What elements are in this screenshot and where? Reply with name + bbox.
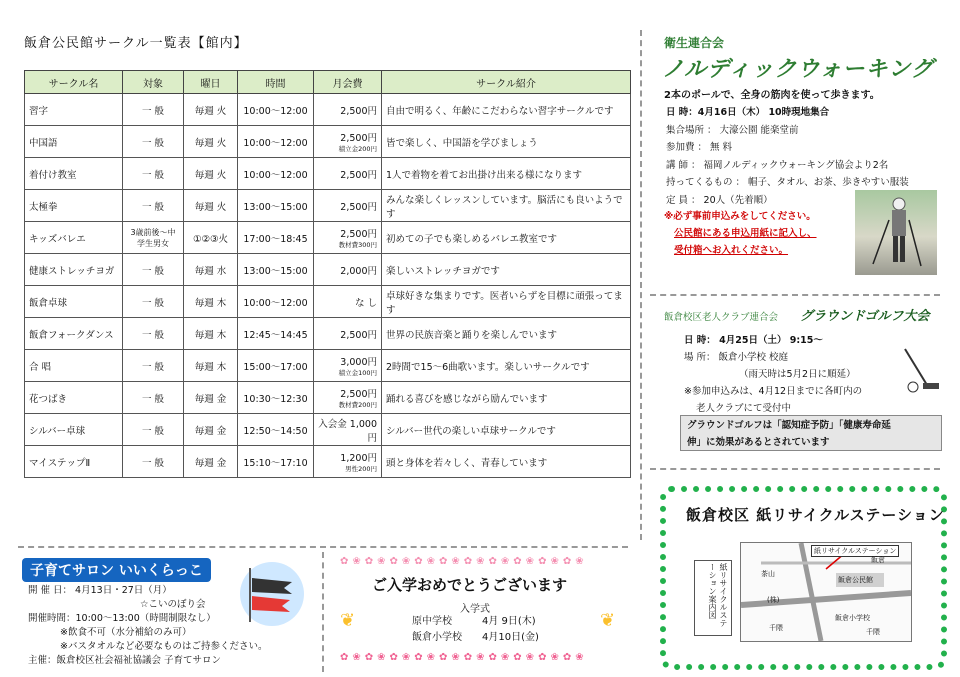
- circle-intro: [382, 254, 631, 286]
- map-label: 千隈: [866, 628, 880, 636]
- entrance-title: ご入学おめでとうございます: [372, 576, 568, 594]
- circle-target-text: 一 般: [141, 425, 165, 437]
- circle-fee: [314, 94, 382, 126]
- circle-intro-text: 皆で楽しく、中国語を学びましょう: [386, 137, 538, 149]
- circle-time-text: 12:50～14:50: [243, 425, 308, 437]
- circle-intro-text: みんな楽しくレッスンしています。脳活にも良いようです: [386, 194, 623, 220]
- circle-fee-text: 3,000円: [340, 357, 377, 368]
- circle-day-text: 毎週 金: [194, 457, 227, 469]
- fee-note: 教材費300円: [338, 241, 377, 249]
- circle-target: [123, 414, 184, 446]
- circle-fee: [314, 222, 382, 254]
- circle-time-text: 13:00～15:00: [243, 265, 308, 277]
- circle-day-text: ①②③火: [192, 233, 229, 245]
- circle-name: [25, 158, 123, 190]
- circle-day: [184, 446, 238, 478]
- circle-day: [184, 158, 238, 190]
- nordic-note: 受付箱へお入れください。: [674, 245, 789, 256]
- circle-name-text: 中国語: [29, 137, 58, 149]
- column-header: 対象: [123, 71, 184, 94]
- fee-note: 教材費200円: [338, 401, 377, 409]
- circle-name-text: キッズバレエ: [29, 233, 86, 245]
- table-row: [25, 414, 631, 446]
- circle-target-text: 一 般: [141, 393, 165, 405]
- circle-intro: [382, 190, 631, 222]
- circle-name: [25, 126, 123, 158]
- entrance-row: [412, 630, 539, 646]
- nordic-bring: 持ってくるもの ： 帽子、タオル、お茶、歩きやすい服装: [666, 177, 909, 188]
- circle-intro: [382, 382, 631, 414]
- circle-day: [184, 126, 238, 158]
- table-header-row: [25, 71, 631, 94]
- table-row: [25, 126, 631, 158]
- circle-name: [25, 414, 123, 446]
- circle-day-text: 毎週 水: [194, 265, 227, 277]
- circle-fee: [314, 286, 382, 318]
- nordic-org: 衛生連合会: [664, 36, 725, 50]
- golf-club-icon: [895, 345, 945, 399]
- circle-fee-text: な し: [354, 297, 377, 309]
- circle-intro-text: 頭と身体を若々しく、青春しています: [386, 457, 548, 469]
- circle-target-text: 一 般: [141, 137, 165, 149]
- golf-apply: 老人クラブにて受付中: [696, 403, 792, 414]
- circle-time: [238, 126, 314, 158]
- salon-host: 主催：飯倉校区社会福祉協議会 子育てサロン: [28, 655, 222, 666]
- circle-target-text: 一 般: [141, 169, 165, 181]
- circle-target: [123, 222, 184, 254]
- circle-fee: [314, 126, 382, 158]
- golf-info: グラウンドゴルフは「認知症予防」「健康寿命延: [687, 420, 891, 431]
- circle-name: [25, 318, 123, 350]
- circle-intro: [382, 158, 631, 190]
- column-header: サークル名: [25, 71, 123, 94]
- golf-date: 日 時： 4月25日（土） 9:15～: [684, 335, 823, 346]
- table-row: [25, 158, 631, 190]
- column-header: 時間: [238, 71, 314, 94]
- circle-name: [25, 254, 123, 286]
- circle-name-text: 花つばき: [29, 393, 68, 405]
- column-header: 曜日: [184, 71, 238, 94]
- circle-time: [238, 254, 314, 286]
- table-row: [25, 318, 631, 350]
- circle-day: [184, 318, 238, 350]
- circle-name-text: 健康ストレッチヨガ: [29, 265, 115, 277]
- circle-time: [238, 286, 314, 318]
- circle-target-text: 一 般: [141, 265, 165, 277]
- circle-time-text: 17:00～18:45: [243, 233, 308, 245]
- table-row: [25, 222, 631, 254]
- circle-target: [123, 94, 184, 126]
- circle-day: [184, 254, 238, 286]
- golf-rain: （雨天時は5月2日に順延）: [739, 369, 856, 380]
- circle-target: [123, 126, 184, 158]
- salon-note: ※バスタオルなど必要なものはご持参ください。: [60, 641, 268, 652]
- circle-day: [184, 190, 238, 222]
- circle-day: [184, 414, 238, 446]
- circle-fee-text: 2,500円: [340, 329, 377, 341]
- circle-target-text: 一 般: [141, 361, 165, 373]
- flower-border-top: ✿❀✿❀✿❀✿❀✿❀✿❀✿❀✿❀✿❀✿❀: [340, 556, 588, 567]
- column-header: 月会費: [314, 71, 382, 94]
- circle-day-text: 毎週 木: [194, 329, 227, 341]
- page-title: 飯倉公民館サークル一覧表【館内】: [24, 36, 248, 51]
- circle-time: [238, 382, 314, 414]
- circle-fee-text: 2,500円: [340, 169, 377, 181]
- circle-time-text: 15:00～17:00: [243, 361, 308, 373]
- circle-time: [238, 222, 314, 254]
- butterfly-icon: ❦: [600, 610, 616, 631]
- map-label: 飯倉小学校: [835, 614, 870, 622]
- circle-name: [25, 382, 123, 414]
- circle-intro-text: 初めての子でも楽しめるバレエ教室です: [386, 233, 558, 245]
- circle-target: [123, 350, 184, 382]
- column-header: サークル紹介: [382, 71, 631, 94]
- circle-time-text: 15:10～17:10: [243, 457, 308, 469]
- circle-intro: [382, 350, 631, 382]
- circle-name-text: 太極拳: [29, 201, 58, 213]
- nordic-instructor: 講 師 ： 福岡ノルディックウォーキング協会より2名: [666, 159, 889, 171]
- table-row: [25, 254, 631, 286]
- salon-title: 子育てサロン いいくらっこ: [22, 558, 211, 582]
- circle-fee: [314, 318, 382, 350]
- circle-day-text: 毎週 木: [194, 297, 227, 309]
- flower-border-bottom: ✿❀✿❀✿❀✿❀✿❀✿❀✿❀✿❀✿❀✿❀: [340, 652, 588, 663]
- circle-name-text: 飯倉フォークダンス: [29, 329, 114, 341]
- circle-intro-text: シルバー世代の楽しい卓球サークルです: [386, 425, 556, 437]
- circle-name: [25, 350, 123, 382]
- circle-day: [184, 350, 238, 382]
- school-name: 原中学校: [412, 616, 452, 627]
- table-row: [25, 350, 631, 382]
- circle-name: [25, 94, 123, 126]
- circle-time-text: 10:00～12:00: [243, 297, 308, 309]
- circle-time: [238, 158, 314, 190]
- circle-intro: [382, 222, 631, 254]
- circle-intro: [382, 286, 631, 318]
- golf-info-box: [680, 415, 942, 451]
- circle-target-text: 一 般: [141, 297, 165, 309]
- circle-day: [184, 94, 238, 126]
- circle-intro-text: 世界の民族音楽と踊りを楽しんでいます: [386, 329, 558, 341]
- circle-name: [25, 446, 123, 478]
- circle-fee: [314, 446, 382, 478]
- circle-time-text: 10:00～12:00: [243, 137, 308, 149]
- circle-time-text: 10:00～12:00: [243, 105, 308, 117]
- map-label: (株): [767, 596, 780, 604]
- fee-note: 積立金200円: [338, 145, 377, 153]
- circle-name: [25, 222, 123, 254]
- recycle-map: [740, 542, 912, 642]
- walker-photo: [855, 190, 937, 275]
- golf-org: 飯倉校区老人クラブ連合会: [664, 312, 779, 323]
- fee-note: 積立金100円: [338, 369, 377, 377]
- circle-name-text: 習字: [29, 105, 49, 117]
- circle-intro: [382, 94, 631, 126]
- circle-time-text: 13:00～15:00: [243, 201, 308, 213]
- circle-day-text: 毎週 金: [194, 425, 227, 437]
- circle-intro-text: 1人で着物を着てお出掛け出来る様になります: [386, 169, 583, 181]
- circle-fee-text: 1,200円: [340, 453, 377, 464]
- circle-table: [24, 70, 631, 478]
- circle-fee-text: 2,500円: [340, 105, 377, 117]
- circle-target-text: 3歳前後～中学生男女: [130, 227, 176, 248]
- nordic-fee: 参加費 ： 無 料: [666, 142, 733, 153]
- circle-time: [238, 94, 314, 126]
- circle-day-text: 毎週 木: [194, 361, 227, 373]
- circle-fee: [314, 190, 382, 222]
- golf-apply: ※参加申込みは、4月12日までに各町内の: [684, 386, 863, 397]
- circle-day: [184, 286, 238, 318]
- circle-intro: [382, 446, 631, 478]
- circle-name: [25, 190, 123, 222]
- school-date: 4月10日(金): [482, 632, 539, 643]
- circle-name-text: 飯倉卓球: [29, 297, 68, 309]
- circle-name-text: シルバー卓球: [29, 425, 86, 437]
- table-row: [25, 94, 631, 126]
- circle-target-text: 一 般: [141, 201, 165, 213]
- circle-fee: [314, 350, 382, 382]
- circle-fee: [314, 382, 382, 414]
- map-station-label: 紙リサイクルステーション: [811, 545, 899, 557]
- salon-note: ※飲食不可（水分補給のみ可）: [60, 627, 192, 638]
- circle-target: [123, 286, 184, 318]
- map-label: 千隈: [769, 624, 783, 632]
- circle-time-text: 12:45～14:45: [243, 329, 308, 341]
- circle-intro-text: 自由で明るく、年齢にこだわらない習字サークルです: [386, 105, 614, 117]
- school-date: 4月 9日(木): [482, 616, 536, 627]
- circle-target: [123, 318, 184, 350]
- circle-target: [123, 382, 184, 414]
- circle-intro-text: 踊れる喜びを感じながら励んでいます: [386, 393, 548, 405]
- circle-target: [123, 190, 184, 222]
- circle-day-text: 毎週 金: [194, 393, 227, 405]
- circle-day-text: 毎週 火: [194, 137, 227, 149]
- circle-time: [238, 318, 314, 350]
- circle-fee: [314, 414, 382, 446]
- circle-day-text: 毎週 火: [194, 169, 227, 181]
- nordic-title: ノルディックウォーキング: [662, 57, 934, 82]
- map-label: 茶山: [761, 570, 775, 578]
- circle-target: [123, 254, 184, 286]
- nordic-capacity: 定 員 ： 20人（先着順）: [666, 194, 773, 206]
- golf-place: 場 所： 飯倉小学校 校庭: [684, 352, 789, 363]
- circle-fee-text: 入会金 1,000円: [318, 418, 377, 444]
- salon-date: 開 催 日： 4月13日・27日（月）: [28, 585, 172, 596]
- map-label: 飯倉公民館: [838, 576, 873, 584]
- recycle-title: 飯倉校区 紙リサイクルステーション: [686, 506, 945, 524]
- circle-time-text: 10:30～12:30: [243, 393, 308, 405]
- circle-intro: [382, 126, 631, 158]
- koinobori-illustration: [240, 562, 304, 626]
- school-name: 飯倉小学校: [412, 632, 462, 643]
- salon-time: 開催時間：10:00～13:00（時間制限なし）: [28, 613, 216, 624]
- circle-target-text: 一 般: [141, 457, 165, 469]
- circle-target: [123, 158, 184, 190]
- map-label: 飯倉: [871, 556, 885, 564]
- divider: [18, 546, 628, 548]
- circle-fee: [314, 158, 382, 190]
- circle-intro: [382, 414, 631, 446]
- circle-fee-text: 2,500円: [340, 201, 377, 213]
- circle-day-text: 毎週 火: [194, 105, 227, 117]
- entrance-row: [412, 614, 539, 630]
- circle-fee: [314, 254, 382, 286]
- circle-target-text: 一 般: [141, 105, 165, 117]
- circle-day-text: 毎週 火: [194, 201, 227, 213]
- fee-note: 男性200円: [345, 465, 377, 473]
- circle-name-text: マイステップⅡ: [29, 457, 91, 469]
- golf-title: グラウンドゴルフ大会: [800, 309, 930, 324]
- circle-name-text: 合 唱: [29, 361, 52, 373]
- circle-target-text: 一 般: [141, 329, 165, 341]
- circle-intro-text: 楽しいストレッチヨガです: [386, 265, 500, 277]
- circle-time: [238, 446, 314, 478]
- circle-intro: [382, 318, 631, 350]
- nordic-place: 集合場所 ： 大濠公園 能楽堂前: [666, 124, 799, 136]
- table-row: [25, 446, 631, 478]
- circle-name: [25, 286, 123, 318]
- circle-intro-text: 2時間で15～6曲歌います。楽しいサークルです: [386, 361, 590, 373]
- circle-time-text: 10:00～12:00: [243, 169, 308, 181]
- circle-fee-text: 2,500円: [340, 229, 377, 240]
- salon-event: ☆こいのぼり会: [140, 599, 206, 610]
- divider: [650, 468, 940, 470]
- table-row: [25, 190, 631, 222]
- circle-fee-text: 2,500円: [340, 133, 377, 144]
- circle-target: [123, 446, 184, 478]
- table-row: [25, 382, 631, 414]
- circle-fee-text: 2,000円: [340, 265, 377, 277]
- nordic-note: 公民館にある申込用紙に記入し、: [674, 228, 817, 239]
- circle-name-text: 着付け教室: [29, 169, 77, 181]
- entrance-subtitle: 入学式: [460, 604, 490, 615]
- butterfly-icon: ❦: [340, 610, 356, 631]
- circle-time: [238, 190, 314, 222]
- map-side-label: 紙リサイクルステーション案内図: [694, 560, 732, 636]
- circle-day: [184, 382, 238, 414]
- circle-time: [238, 414, 314, 446]
- circle-time: [238, 350, 314, 382]
- divider: [640, 30, 642, 540]
- divider: [650, 294, 940, 296]
- table-row: [25, 286, 631, 318]
- divider: [322, 552, 324, 672]
- nordic-note: ※必ず事前申込みをしてください。: [664, 211, 816, 222]
- circle-intro-text: 卓球好きな集まりです。医者いらずを目標に頑張ってます: [386, 290, 623, 316]
- circle-fee-text: 2,500円: [340, 389, 377, 400]
- circle-day: [184, 222, 238, 254]
- nordic-date: 日 時：4月16日（木） 10時現地集合: [666, 107, 830, 118]
- golf-info: 伸」に効果があるとされています: [687, 437, 830, 448]
- nordic-lead: 2本のポールで、全身の筋肉を使って歩きます。: [664, 90, 880, 101]
